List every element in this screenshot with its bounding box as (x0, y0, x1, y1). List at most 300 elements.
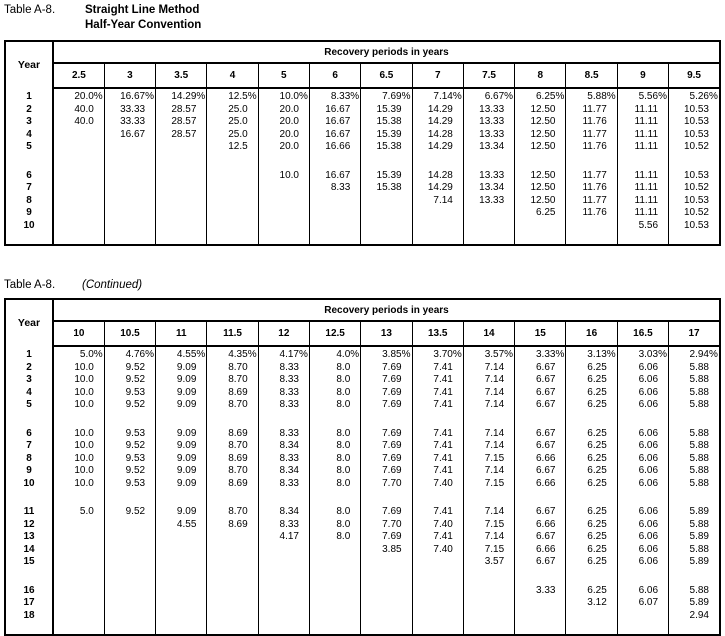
rate-cell (207, 597, 258, 610)
rate-cell: 7.69 (361, 399, 412, 412)
rate-cell (53, 544, 104, 557)
rate-cell: 6.25 (566, 531, 617, 544)
rate-cell (53, 531, 104, 544)
rate-cell: 16.66 (309, 141, 360, 154)
recovery-period-column-header: 5 (258, 63, 309, 88)
table-row (5, 182, 720, 195)
recovery-period-column-header: 7.5 (463, 63, 514, 88)
rate-cell (412, 556, 463, 569)
rate-cell: 14.28 (412, 154, 463, 183)
rate-cell: 14.29 (412, 104, 463, 117)
rate-cell (207, 569, 258, 598)
rate-cell: 13.33 (463, 116, 514, 129)
rate-cell: 8.70 (207, 490, 258, 519)
rate-cell (53, 154, 104, 183)
recovery-period-column-header: 15 (515, 321, 566, 346)
year-cell: 8 (5, 453, 53, 466)
rate-cell: 6.67 (515, 399, 566, 412)
rate-cell: 8.0 (309, 490, 360, 519)
rate-cell: 5.56% (617, 88, 668, 104)
rate-cell: 12.50 (515, 154, 566, 183)
rate-cell (53, 556, 104, 569)
rate-cell: 10.52 (669, 207, 720, 220)
rate-cell (156, 544, 207, 557)
year-cell: 4 (5, 387, 53, 400)
rate-cell: 6.66 (515, 478, 566, 491)
year-cell: 18 (5, 610, 53, 636)
rate-cell (258, 195, 309, 208)
rate-cell: 9.09 (156, 399, 207, 412)
rate-cell: 9.09 (156, 490, 207, 519)
rate-cell: 3.85% (361, 346, 412, 362)
rate-cell (104, 207, 155, 220)
rate-cell: 4.17 (258, 531, 309, 544)
rate-cell (104, 556, 155, 569)
year-cell: 7 (5, 440, 53, 453)
rate-cell: 6.25 (566, 569, 617, 598)
rate-cell: 5.26% (669, 88, 720, 104)
year-cell: 4 (5, 129, 53, 142)
rate-cell (207, 610, 258, 636)
rate-cell: 7.14 (463, 440, 514, 453)
table1-caption-title (85, 3, 201, 33)
rate-cell: 10.0 (53, 453, 104, 466)
rate-cell: 6.25 (515, 207, 566, 220)
rate-cell: 11.76 (566, 141, 617, 154)
year-column-header: Year (5, 41, 53, 88)
rate-cell (463, 597, 514, 610)
rate-cell (156, 569, 207, 598)
rate-cell (53, 207, 104, 220)
rate-cell: 5.88 (669, 453, 720, 466)
rate-cell: 6.25 (566, 387, 617, 400)
rate-cell (258, 597, 309, 610)
rate-cell: 9.09 (156, 478, 207, 491)
rate-cell: 9.52 (104, 465, 155, 478)
rate-cell (412, 569, 463, 598)
rate-cell: 6.06 (617, 519, 668, 532)
rate-cell: 11.77 (566, 129, 617, 142)
rate-cell (463, 220, 514, 246)
rate-cell: 25.0 (207, 129, 258, 142)
rate-cell: 8.33 (309, 182, 360, 195)
rate-cell: 9.53 (104, 412, 155, 441)
recovery-period-column-header: 11 (156, 321, 207, 346)
rate-cell: 13.33 (463, 129, 514, 142)
rate-cell (361, 556, 412, 569)
rate-cell (104, 610, 155, 636)
rate-cell (156, 610, 207, 636)
recovery-period-column-header: 4 (207, 63, 258, 88)
table-row (5, 556, 720, 569)
table-row (5, 387, 720, 400)
year-cell: 3 (5, 374, 53, 387)
year-cell: 12 (5, 519, 53, 532)
rate-cell: 6.66 (515, 453, 566, 466)
rate-cell (258, 220, 309, 246)
table-row (5, 597, 720, 610)
rate-cell (258, 569, 309, 598)
rate-cell: 11.11 (617, 195, 668, 208)
rate-cell: 9.52 (104, 362, 155, 375)
table-row (5, 490, 720, 519)
rate-cell: 8.0 (309, 478, 360, 491)
rate-cell: 10.52 (669, 141, 720, 154)
rate-cell: 9.09 (156, 362, 207, 375)
table1-title-line1: Straight Line Method (85, 4, 200, 16)
rate-cell: 8.34 (258, 490, 309, 519)
rate-cell: 9.52 (104, 490, 155, 519)
rate-cell: 8.33 (258, 362, 309, 375)
rate-cell: 7.41 (412, 453, 463, 466)
rate-cell: 8.0 (309, 399, 360, 412)
rate-cell: 12.50 (515, 129, 566, 142)
recovery-period-column-header: 10.5 (104, 321, 155, 346)
rate-cell (53, 220, 104, 246)
rate-cell: 6.06 (617, 412, 668, 441)
rate-cell: 6.67 (515, 490, 566, 519)
rate-cell (515, 597, 566, 610)
rate-cell: 6.25 (566, 544, 617, 557)
rate-cell: 6.06 (617, 387, 668, 400)
rate-cell: 6.25 (566, 465, 617, 478)
recovery-periods-header: Recovery periods in years (53, 41, 720, 63)
rate-cell: 8.0 (309, 440, 360, 453)
rate-cell: 5.89 (669, 490, 720, 519)
rate-cell (412, 610, 463, 636)
rate-cell (361, 569, 412, 598)
rate-cell: 4.55 (156, 519, 207, 532)
year-cell: 2 (5, 104, 53, 117)
table1-title-line2: Half-Year Convention (85, 19, 202, 31)
rate-cell: 3.12 (566, 597, 617, 610)
recovery-period-column-header: 16 (566, 321, 617, 346)
rate-cell: 3.13% (566, 346, 617, 362)
rate-cell: 4.35% (207, 346, 258, 362)
rate-cell: 11.76 (566, 182, 617, 195)
rate-cell: 9.09 (156, 453, 207, 466)
year-cell: 13 (5, 531, 53, 544)
rate-cell: 6.06 (617, 453, 668, 466)
rate-cell (309, 195, 360, 208)
recovery-period-column-header: 10 (53, 321, 104, 346)
rate-cell (207, 182, 258, 195)
rate-cell: 10.0 (53, 362, 104, 375)
rate-cell: 20.0% (53, 88, 104, 104)
rate-cell: 5.89 (669, 556, 720, 569)
rate-cell: 5.88% (566, 88, 617, 104)
recovery-period-column-header: 2.5 (53, 63, 104, 88)
rate-cell (361, 597, 412, 610)
rate-cell (104, 569, 155, 598)
rate-cell: 7.41 (412, 412, 463, 441)
rate-cell: 13.33 (463, 154, 514, 183)
rate-cell: 8.33 (258, 387, 309, 400)
rate-cell: 7.15 (463, 519, 514, 532)
rate-cell: 7.14 (463, 531, 514, 544)
rate-cell (53, 182, 104, 195)
rate-cell (207, 195, 258, 208)
rate-cell (309, 544, 360, 557)
rate-cell: 5.0 (53, 490, 104, 519)
rate-cell: 10.0 (53, 478, 104, 491)
table-row (5, 399, 720, 412)
rate-cell: 7.70 (361, 478, 412, 491)
table-row (5, 207, 720, 220)
rate-cell: 16.67 (309, 154, 360, 183)
rate-cell: 25.0 (207, 116, 258, 129)
year-cell: 1 (5, 88, 53, 104)
rate-cell: 8.69 (207, 387, 258, 400)
rate-cell: 12.5 (207, 141, 258, 154)
rate-cell: 6.67 (515, 465, 566, 478)
rate-cell: 9.09 (156, 374, 207, 387)
rate-cell: 11.11 (617, 104, 668, 117)
rate-cell: 6.67 (515, 412, 566, 441)
rate-cell (156, 220, 207, 246)
rate-cell: 4.55% (156, 346, 207, 362)
rate-cell: 5.88 (669, 478, 720, 491)
table-row (5, 141, 720, 154)
rate-cell: 4.17% (258, 346, 309, 362)
rate-cell (515, 610, 566, 636)
rate-cell: 15.39 (361, 129, 412, 142)
rate-cell (412, 220, 463, 246)
rate-cell: 4.76% (104, 346, 155, 362)
rate-cell: 10.0% (258, 88, 309, 104)
table-row (5, 154, 720, 183)
year-cell: 10 (5, 478, 53, 491)
rate-cell: 7.69 (361, 531, 412, 544)
rate-cell: 11.11 (617, 207, 668, 220)
rate-cell: 7.15 (463, 544, 514, 557)
rate-cell: 2.94 (669, 610, 720, 636)
rate-cell: 8.33 (258, 478, 309, 491)
rate-cell (104, 220, 155, 246)
recovery-period-column-header: 8 (515, 63, 566, 88)
rate-cell (156, 556, 207, 569)
rate-cell: 10.0 (53, 440, 104, 453)
rate-cell: 33.33 (104, 116, 155, 129)
rate-cell: 6.06 (617, 362, 668, 375)
rate-cell: 8.0 (309, 387, 360, 400)
rate-cell: 12.50 (515, 116, 566, 129)
table-row (5, 374, 720, 387)
rate-cell (361, 195, 412, 208)
rate-cell: 5.88 (669, 399, 720, 412)
rate-cell (104, 182, 155, 195)
recovery-period-column-header: 13.5 (412, 321, 463, 346)
table-row (5, 88, 720, 104)
rate-cell: 8.33 (258, 374, 309, 387)
rate-cell (361, 207, 412, 220)
rate-cell: 7.14% (412, 88, 463, 104)
rate-cell: 7.14 (412, 195, 463, 208)
rate-cell: 6.07 (617, 597, 668, 610)
rate-cell: 3.33 (515, 569, 566, 598)
table-row (5, 104, 720, 117)
rate-cell: 8.70 (207, 374, 258, 387)
table2-caption-continued: (Continued) (82, 279, 143, 291)
rate-cell: 3.03% (617, 346, 668, 362)
table-row (5, 195, 720, 208)
rate-cell: 9.53 (104, 478, 155, 491)
table2-caption-label: Table A-8. (4, 279, 56, 291)
recovery-period-column-header: 17 (669, 321, 720, 346)
rate-cell (463, 207, 514, 220)
rate-cell: 8.0 (309, 531, 360, 544)
rate-cell (104, 544, 155, 557)
year-cell: 3 (5, 116, 53, 129)
rate-cell: 8.69 (207, 453, 258, 466)
rate-cell: 7.69 (361, 440, 412, 453)
recovery-period-column-header: 3 (104, 63, 155, 88)
rate-cell: 11.11 (617, 182, 668, 195)
rate-cell: 20.0 (258, 129, 309, 142)
rate-cell: 12.5% (207, 88, 258, 104)
rate-cell: 9.09 (156, 440, 207, 453)
rate-cell: 10.0 (53, 412, 104, 441)
rate-cell: 8.33 (258, 453, 309, 466)
rate-cell (207, 556, 258, 569)
recovery-period-column-header: 12 (258, 321, 309, 346)
rate-cell: 7.15 (463, 453, 514, 466)
rate-cell: 11.77 (566, 104, 617, 117)
rate-cell (156, 597, 207, 610)
rate-cell: 28.57 (156, 104, 207, 117)
rate-cell: 7.14 (463, 490, 514, 519)
rate-cell: 10.0 (258, 154, 309, 183)
year-cell: 7 (5, 182, 53, 195)
recovery-table-continued (4, 298, 721, 636)
rate-cell: 20.0 (258, 141, 309, 154)
rate-cell: 13.33 (463, 195, 514, 208)
rate-cell: 28.57 (156, 116, 207, 129)
rate-cell: 5.88 (669, 569, 720, 598)
rate-cell: 5.88 (669, 412, 720, 441)
rate-cell: 7.69 (361, 362, 412, 375)
rate-cell (53, 195, 104, 208)
rate-cell: 16.67 (309, 104, 360, 117)
rate-cell: 8.0 (309, 362, 360, 375)
rate-cell (309, 569, 360, 598)
rate-cell: 5.89 (669, 531, 720, 544)
rate-cell: 6.66 (515, 544, 566, 557)
rate-cell: 7.14 (463, 374, 514, 387)
year-cell: 6 (5, 412, 53, 441)
rate-cell: 6.25 (566, 519, 617, 532)
rate-cell: 7.41 (412, 399, 463, 412)
rate-cell: 33.33 (104, 104, 155, 117)
rate-cell: 8.70 (207, 440, 258, 453)
rate-cell: 7.41 (412, 362, 463, 375)
rate-cell (207, 531, 258, 544)
rate-cell: 8.33% (309, 88, 360, 104)
rate-cell: 3.70% (412, 346, 463, 362)
rate-cell: 9.52 (104, 399, 155, 412)
rate-cell: 10.0 (53, 374, 104, 387)
table-row (5, 531, 720, 544)
rate-cell: 11.76 (566, 207, 617, 220)
rate-cell: 6.67 (515, 362, 566, 375)
rate-cell: 28.57 (156, 129, 207, 142)
rate-cell (515, 220, 566, 246)
rate-cell (463, 610, 514, 636)
rate-cell (566, 220, 617, 246)
rate-cell: 8.70 (207, 399, 258, 412)
rate-cell (412, 207, 463, 220)
rate-cell: 6.25% (515, 88, 566, 104)
rate-cell: 16.67 (104, 129, 155, 142)
rate-cell (156, 207, 207, 220)
recovery-period-column-header: 9.5 (669, 63, 720, 88)
rate-cell: 6.06 (617, 374, 668, 387)
rate-cell (104, 141, 155, 154)
rate-cell: 11.11 (617, 154, 668, 183)
rate-cell: 10.53 (669, 154, 720, 183)
rate-cell: 7.14 (463, 465, 514, 478)
rate-cell: 16.67 (309, 116, 360, 129)
year-cell: 17 (5, 597, 53, 610)
year-cell: 14 (5, 544, 53, 557)
rate-cell: 11.77 (566, 154, 617, 183)
rate-cell: 15.39 (361, 154, 412, 183)
rate-cell: 9.09 (156, 412, 207, 441)
rate-cell: 8.0 (309, 519, 360, 532)
rate-cell: 11.11 (617, 129, 668, 142)
recovery-periods-header: Recovery periods in years (53, 299, 720, 321)
rate-cell: 8.0 (309, 465, 360, 478)
rate-cell (53, 597, 104, 610)
rate-cell: 5.88 (669, 440, 720, 453)
rate-cell: 8.70 (207, 465, 258, 478)
rate-cell: 6.67 (515, 556, 566, 569)
table-row (5, 362, 720, 375)
rate-cell: 5.88 (669, 362, 720, 375)
rate-cell: 12.50 (515, 182, 566, 195)
rate-cell (207, 154, 258, 183)
rate-cell: 5.88 (669, 374, 720, 387)
table-row (5, 440, 720, 453)
rate-cell: 5.56 (617, 220, 668, 246)
recovery-period-column-header: 13 (361, 321, 412, 346)
rate-cell: 5.89 (669, 597, 720, 610)
recovery-period-column-header: 16.5 (617, 321, 668, 346)
rate-cell (258, 182, 309, 195)
rate-cell (258, 556, 309, 569)
rate-cell: 6.25 (566, 374, 617, 387)
table-row (5, 412, 720, 441)
rate-cell: 8.0 (309, 412, 360, 441)
table-row (5, 478, 720, 491)
recovery-period-column-header: 7 (412, 63, 463, 88)
year-cell: 5 (5, 399, 53, 412)
rate-cell (156, 531, 207, 544)
rate-cell: 8.33 (258, 519, 309, 532)
recovery-period-column-header: 9 (617, 63, 668, 88)
rate-cell: 6.06 (617, 440, 668, 453)
rate-cell: 7.41 (412, 531, 463, 544)
year-cell: 2 (5, 362, 53, 375)
rate-cell (412, 597, 463, 610)
rate-cell (53, 610, 104, 636)
rate-cell: 8.69 (207, 478, 258, 491)
rate-cell: 14.29% (156, 88, 207, 104)
rate-cell: 25.0 (207, 104, 258, 117)
rate-cell: 5.88 (669, 544, 720, 557)
rate-cell: 15.38 (361, 182, 412, 195)
rate-cell (104, 519, 155, 532)
